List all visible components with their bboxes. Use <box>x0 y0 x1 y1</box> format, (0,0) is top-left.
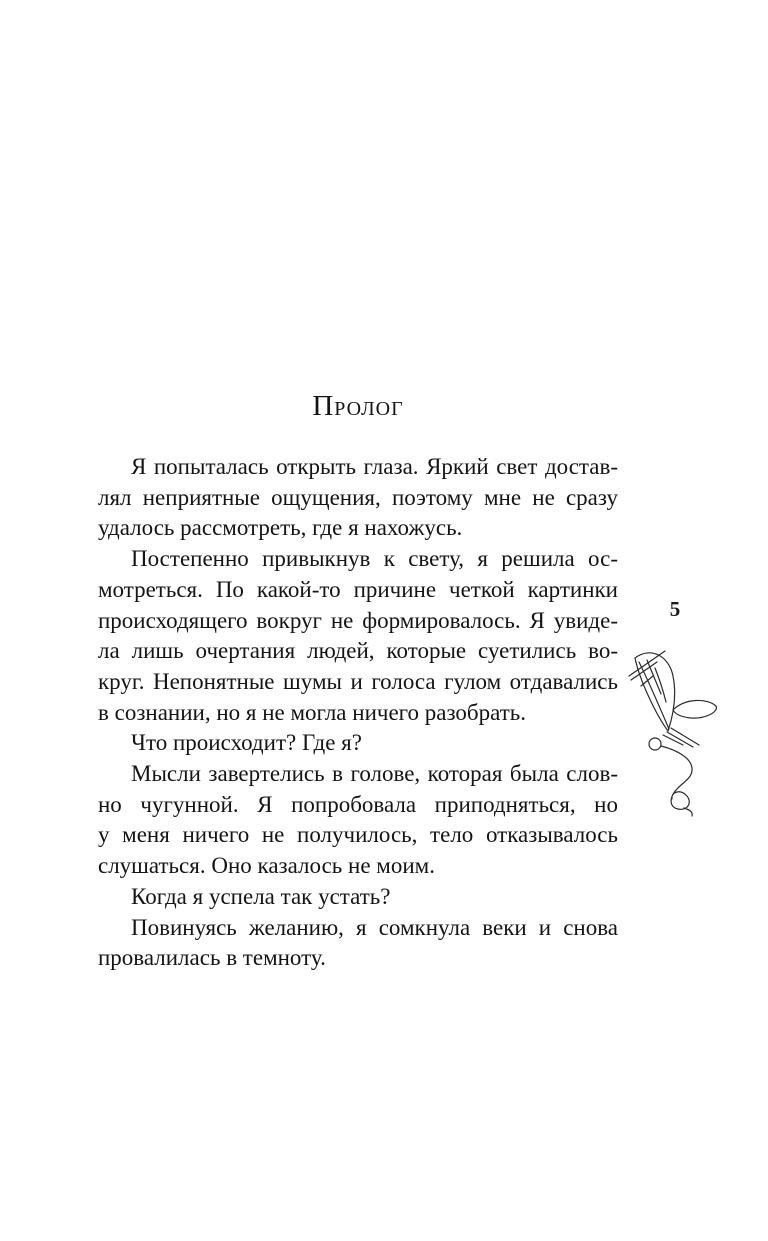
paragraph <box>98 913 618 974</box>
page-number: 5 <box>669 597 681 621</box>
text-line: Постепенно привыкнув к свету, я решила ос- <box>131 546 618 572</box>
paragraph <box>98 728 618 759</box>
paragraph <box>98 759 618 882</box>
text-line: у меня ничего не получилось, тело отказывалось <box>98 822 618 848</box>
paragraph <box>98 452 618 544</box>
text-line: Я попыталась открыть глаза. Яркий свет достав- <box>131 454 618 479</box>
text-line: Когда я успела так устать? <box>131 883 391 909</box>
text-line: Мысли завертелись в голове, которая была слов- <box>131 761 618 787</box>
text-line: лял неприятные ощущения, поэтому мне не сразу <box>98 484 618 510</box>
text-line: ла лишь очертания людей, которые суетились во- <box>98 638 618 664</box>
text-line: провалилась в темноту. <box>98 945 326 971</box>
text-line: круг. Непонятные шумы и голоса гулом отдавались <box>98 668 618 694</box>
text-line: Что происходит? Где я? <box>131 730 362 756</box>
text-line: Повинуясь желанию, я сомкнула веки и снова <box>131 914 618 940</box>
chapter-title: Пролог <box>312 390 404 422</box>
paragraph <box>98 544 618 728</box>
text-line: слушаться. Оно казалось не моим. <box>98 853 435 879</box>
text-line: мотреться. По какой-то причине четкой картинки <box>98 576 618 602</box>
text-line: но чугунной. Я попробовала приподняться, но <box>98 791 618 817</box>
body-text <box>98 452 618 974</box>
text-line: удалось рассмотреть, где я нахожусь. <box>98 515 463 541</box>
quill-flourish-icon <box>627 646 725 818</box>
text-line: в сознании, но я не могла ничего разобрать. <box>98 699 527 725</box>
text-line: происходящего вокруг не формировалось. Я увиде- <box>98 607 618 633</box>
paragraph <box>98 882 618 913</box>
